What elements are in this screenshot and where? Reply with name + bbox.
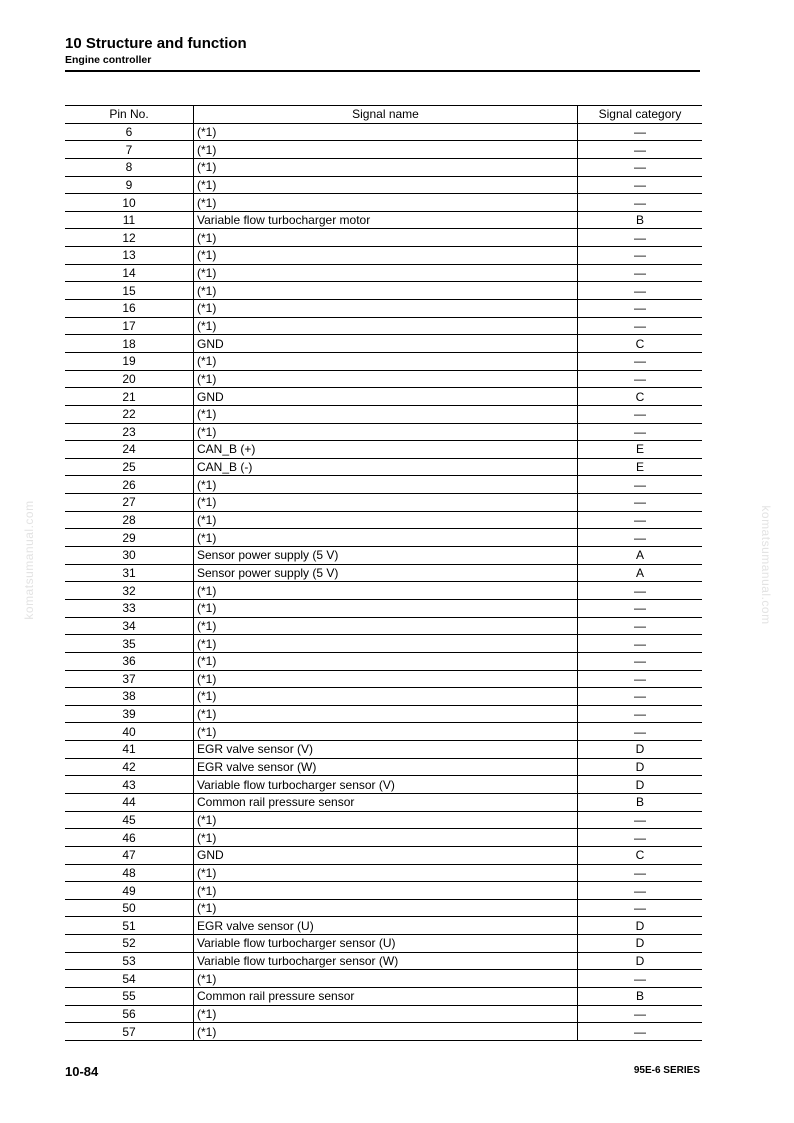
table-row: [65, 247, 702, 265]
signal-name-cell: Common rail pressure sensor: [194, 793, 578, 811]
series-label: 95E-6 SERIES: [633, 1065, 700, 1076]
pin-number-cell: 23: [65, 423, 194, 441]
pin-number-cell: 29: [65, 529, 194, 547]
table-row: [65, 405, 702, 423]
table-row: [65, 564, 702, 582]
signal-name-cell: (*1): [194, 264, 578, 282]
signal-name-cell: (*1): [194, 670, 578, 688]
signal-name-cell: GND: [194, 388, 578, 406]
table-row: [65, 899, 702, 917]
table-row: [65, 370, 702, 388]
pin-number-cell: 6: [65, 123, 194, 141]
signal-category-cell: —: [578, 1005, 703, 1023]
table-row: [65, 352, 702, 370]
signal-category-cell: —: [578, 811, 703, 829]
section-title: Engine controller: [65, 54, 152, 66]
signal-category-cell: D: [578, 935, 703, 953]
pin-number-cell: 45: [65, 811, 194, 829]
signal-name-cell: (*1): [194, 582, 578, 600]
pin-signal-table: [65, 105, 702, 1041]
signal-category-cell: D: [578, 952, 703, 970]
pin-number-cell: 18: [65, 335, 194, 353]
table-row: [65, 176, 702, 194]
pin-number-cell: 46: [65, 829, 194, 847]
pin-number-cell: 42: [65, 758, 194, 776]
signal-category-cell: —: [578, 511, 703, 529]
pin-number-cell: 8: [65, 158, 194, 176]
signal-category-cell: —: [578, 158, 703, 176]
pin-number-cell: 56: [65, 1005, 194, 1023]
table-body: [65, 123, 702, 1040]
signal-name-cell: GND: [194, 335, 578, 353]
signal-category-cell: B: [578, 988, 703, 1006]
signal-category-cell: —: [578, 635, 703, 653]
signal-category-cell: D: [578, 741, 703, 759]
pin-number-cell: 37: [65, 670, 194, 688]
page-header: [65, 35, 700, 67]
signal-category-cell: —: [578, 141, 703, 159]
signal-category-cell: —: [578, 899, 703, 917]
table-row: [65, 529, 702, 547]
pin-number-cell: 26: [65, 476, 194, 494]
signal-category-cell: C: [578, 388, 703, 406]
signal-name-cell: CAN_B (-): [194, 458, 578, 476]
signal-name-cell: (*1): [194, 176, 578, 194]
signal-category-cell: —: [578, 970, 703, 988]
signal-category-cell: —: [578, 405, 703, 423]
table-row: [65, 441, 702, 459]
signal-name-cell: Sensor power supply (5 V): [194, 547, 578, 565]
signal-category-cell: A: [578, 547, 703, 565]
signal-category-cell: —: [578, 494, 703, 512]
table-row: [65, 194, 702, 212]
signal-category-cell: —: [578, 829, 703, 847]
chapter-title: 10 Structure and function: [65, 35, 247, 52]
signal-category-cell: —: [578, 300, 703, 318]
pin-number-cell: 31: [65, 564, 194, 582]
table-row: [65, 229, 702, 247]
signal-category-cell: —: [578, 370, 703, 388]
signal-name-cell: (*1): [194, 864, 578, 882]
signal-name-cell: EGR valve sensor (V): [194, 741, 578, 759]
pin-number-cell: 47: [65, 846, 194, 864]
signal-category-cell: —: [578, 176, 703, 194]
table-row: [65, 988, 702, 1006]
signal-category-cell: —: [578, 282, 703, 300]
table-row: [65, 635, 702, 653]
signal-name-cell: (*1): [194, 617, 578, 635]
signal-name-cell: (*1): [194, 194, 578, 212]
table-row: [65, 300, 702, 318]
signal-name-cell: (*1): [194, 970, 578, 988]
signal-name-cell: (*1): [194, 370, 578, 388]
signal-name-cell: Variable flow turbocharger motor: [194, 211, 578, 229]
table-row: [65, 917, 702, 935]
table-row: [65, 688, 702, 706]
signal-name-cell: (*1): [194, 158, 578, 176]
pin-number-cell: 40: [65, 723, 194, 741]
table-row: [65, 882, 702, 900]
table-row: [65, 282, 702, 300]
signal-category-cell: —: [578, 352, 703, 370]
signal-name-cell: (*1): [194, 688, 578, 706]
signal-name-cell: (*1): [194, 529, 578, 547]
pin-number-cell: 34: [65, 617, 194, 635]
table-row: [65, 123, 702, 141]
pin-number-cell: 7: [65, 141, 194, 159]
pin-number-cell: 21: [65, 388, 194, 406]
pin-number-cell: 11: [65, 211, 194, 229]
table-row: [65, 723, 702, 741]
table-row: [65, 547, 702, 565]
signal-category-cell: —: [578, 882, 703, 900]
signal-name-cell: (*1): [194, 423, 578, 441]
signal-category-cell: —: [578, 247, 703, 265]
signal-category-cell: —: [578, 264, 703, 282]
signal-category-cell: B: [578, 793, 703, 811]
signal-category-cell: C: [578, 335, 703, 353]
pin-number-cell: 12: [65, 229, 194, 247]
signal-name-cell: (*1): [194, 652, 578, 670]
table-row: [65, 335, 702, 353]
table-row: [65, 846, 702, 864]
signal-name-cell: CAN_B (+): [194, 441, 578, 459]
signal-name-cell: (*1): [194, 1023, 578, 1041]
pin-number-cell: 20: [65, 370, 194, 388]
table-row: [65, 741, 702, 759]
table-row: [65, 935, 702, 953]
table-row: [65, 388, 702, 406]
table-row: [65, 317, 702, 335]
signal-name-cell: (*1): [194, 882, 578, 900]
pin-number-cell: 53: [65, 952, 194, 970]
signal-category-cell: C: [578, 846, 703, 864]
table-row: [65, 652, 702, 670]
pin-number-cell: 28: [65, 511, 194, 529]
pin-number-cell: 55: [65, 988, 194, 1006]
signal-category-cell: E: [578, 458, 703, 476]
signal-name-cell: (*1): [194, 229, 578, 247]
signal-name-cell: (*1): [194, 1005, 578, 1023]
signal-name-cell: (*1): [194, 123, 578, 141]
pin-number-cell: 22: [65, 405, 194, 423]
signal-category-cell: —: [578, 670, 703, 688]
column-header-pin: Pin No.: [65, 106, 194, 124]
signal-category-cell: E: [578, 441, 703, 459]
table-row: [65, 776, 702, 794]
pin-number-cell: 19: [65, 352, 194, 370]
signal-name-cell: Variable flow turbocharger sensor (W): [194, 952, 578, 970]
signal-category-cell: —: [578, 723, 703, 741]
pin-number-cell: 38: [65, 688, 194, 706]
table-row: [65, 494, 702, 512]
table-row: [65, 158, 702, 176]
pin-number-cell: 13: [65, 247, 194, 265]
signal-category-cell: —: [578, 617, 703, 635]
pin-number-cell: 27: [65, 494, 194, 512]
table-row: [65, 1023, 702, 1041]
signal-category-cell: —: [578, 423, 703, 441]
table-row: [65, 1005, 702, 1023]
column-header-category: Signal category: [578, 106, 703, 124]
table-row: [65, 864, 702, 882]
pin-number-cell: 15: [65, 282, 194, 300]
pin-number-cell: 32: [65, 582, 194, 600]
signal-name-cell: Variable flow turbocharger sensor (U): [194, 935, 578, 953]
pin-number-cell: 43: [65, 776, 194, 794]
table-row: [65, 476, 702, 494]
table-row: [65, 811, 702, 829]
signal-category-cell: D: [578, 776, 703, 794]
signal-name-cell: (*1): [194, 494, 578, 512]
pin-number-cell: 51: [65, 917, 194, 935]
signal-name-cell: (*1): [194, 247, 578, 265]
signal-name-cell: GND: [194, 846, 578, 864]
column-header-signal: Signal name: [194, 106, 578, 124]
table-row: [65, 599, 702, 617]
signal-name-cell: (*1): [194, 300, 578, 318]
watermark-right: komatsumanual.com: [759, 505, 773, 625]
signal-category-cell: —: [578, 194, 703, 212]
page-number: 10-84: [65, 1064, 99, 1079]
pin-number-cell: 54: [65, 970, 194, 988]
pin-number-cell: 30: [65, 547, 194, 565]
table-row: [65, 458, 702, 476]
signal-name-cell: (*1): [194, 511, 578, 529]
signal-name-cell: (*1): [194, 705, 578, 723]
table-row: [65, 829, 702, 847]
table-row: [65, 582, 702, 600]
pin-number-cell: 14: [65, 264, 194, 282]
signal-name-cell: (*1): [194, 829, 578, 847]
table-row: [65, 141, 702, 159]
pin-number-cell: 36: [65, 652, 194, 670]
signal-category-cell: —: [578, 688, 703, 706]
table-row: [65, 211, 702, 229]
signal-name-cell: (*1): [194, 317, 578, 335]
signal-category-cell: —: [578, 864, 703, 882]
pin-number-cell: 44: [65, 793, 194, 811]
signal-category-cell: —: [578, 529, 703, 547]
signal-category-cell: —: [578, 476, 703, 494]
pin-number-cell: 17: [65, 317, 194, 335]
signal-name-cell: Variable flow turbocharger sensor (V): [194, 776, 578, 794]
pin-number-cell: 49: [65, 882, 194, 900]
pin-number-cell: 33: [65, 599, 194, 617]
signal-category-cell: —: [578, 123, 703, 141]
signal-name-cell: (*1): [194, 899, 578, 917]
signal-category-cell: —: [578, 1023, 703, 1041]
pin-number-cell: 57: [65, 1023, 194, 1041]
pin-number-cell: 41: [65, 741, 194, 759]
table-row: [65, 670, 702, 688]
table-row: [65, 758, 702, 776]
table-header-row: [65, 106, 702, 124]
pin-number-cell: 24: [65, 441, 194, 459]
table-row: [65, 970, 702, 988]
signal-name-cell: (*1): [194, 405, 578, 423]
signal-name-cell: (*1): [194, 599, 578, 617]
signal-category-cell: —: [578, 582, 703, 600]
watermark-left: komatsumanual.com: [22, 500, 36, 620]
pin-number-cell: 35: [65, 635, 194, 653]
table-row: [65, 705, 702, 723]
signal-name-cell: (*1): [194, 723, 578, 741]
pin-number-cell: 39: [65, 705, 194, 723]
table-row: [65, 952, 702, 970]
signal-name-cell: (*1): [194, 476, 578, 494]
pin-number-cell: 9: [65, 176, 194, 194]
signal-name-cell: EGR valve sensor (W): [194, 758, 578, 776]
signal-name-cell: (*1): [194, 352, 578, 370]
pin-number-cell: 50: [65, 899, 194, 917]
signal-category-cell: D: [578, 917, 703, 935]
signal-name-cell: (*1): [194, 282, 578, 300]
table-row: [65, 511, 702, 529]
signal-category-cell: —: [578, 652, 703, 670]
header-rule: [65, 70, 700, 72]
signal-name-cell: Sensor power supply (5 V): [194, 564, 578, 582]
pin-number-cell: 10: [65, 194, 194, 212]
pin-number-cell: 25: [65, 458, 194, 476]
pin-number-cell: 48: [65, 864, 194, 882]
signal-name-cell: Common rail pressure sensor: [194, 988, 578, 1006]
pin-number-cell: 52: [65, 935, 194, 953]
signal-category-cell: —: [578, 317, 703, 335]
signal-category-cell: —: [578, 599, 703, 617]
signal-category-cell: —: [578, 705, 703, 723]
signal-category-cell: —: [578, 229, 703, 247]
pin-number-cell: 16: [65, 300, 194, 318]
signal-name-cell: EGR valve sensor (U): [194, 917, 578, 935]
table-row: [65, 793, 702, 811]
signal-name-cell: (*1): [194, 141, 578, 159]
signal-name-cell: (*1): [194, 635, 578, 653]
signal-name-cell: (*1): [194, 811, 578, 829]
table-row: [65, 423, 702, 441]
table-row: [65, 264, 702, 282]
table-row: [65, 617, 702, 635]
signal-category-cell: A: [578, 564, 703, 582]
signal-category-cell: D: [578, 758, 703, 776]
signal-category-cell: B: [578, 211, 703, 229]
